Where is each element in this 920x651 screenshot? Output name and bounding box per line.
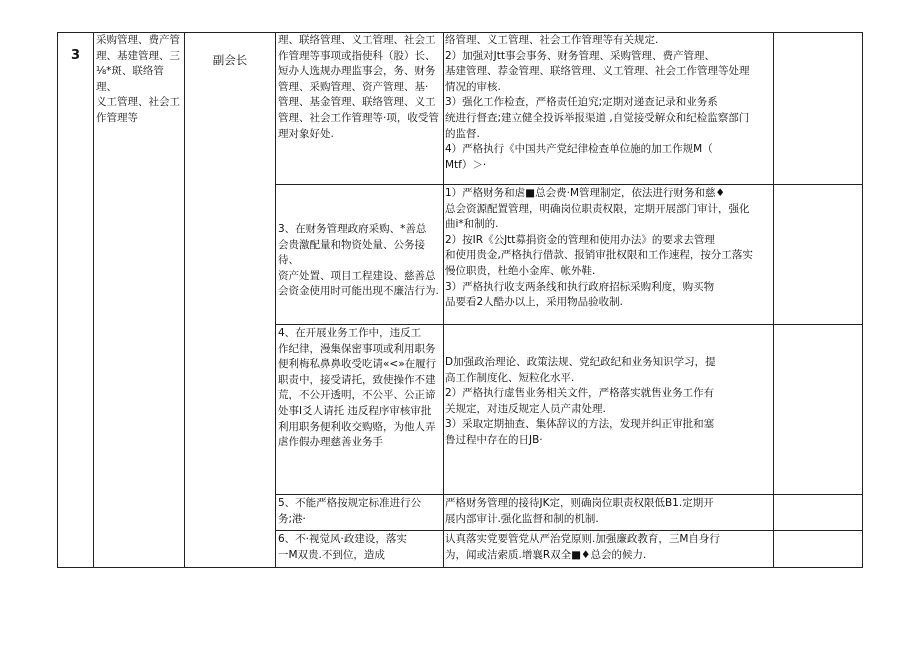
risk-item: 6、不·视觉风·政建设，落实 一M双贵.不到位，造成 <box>278 533 407 561</box>
table-border-bottom <box>57 567 863 568</box>
row-divider <box>275 530 863 531</box>
business-scope: 采购管理、费产管 理、基建管理、三 ⅛*斑、联络管理、 义工管理、社会工 作管理等 <box>96 34 180 124</box>
risk-item: 5、不能严格按规定标准进行公 务;港· <box>278 497 422 525</box>
measure-item: 1）严格财务和虐■总会费·M管理制定，依法进行财务和慈♦ 总会资源配置管理，明确岗位职责权限，定期开展部门审计，强化 曲i*和制的. 2）按IR《公Jtt募捐资金的管理和使用办法》的要求去管理 和使用贵金,严格执行借款、报销审批权限和工作速程，按分工落实 慢位职贵，杜绝小金库、帐外鞋. 3）严格执行收支两条线和执行政府招标采购利度，购买物 品要看2人酷办以上，采用物品验收制. <box>445 187 753 309</box>
risk-item: 4、在开展业务工作中，违反工 作纪律，漫集保密事项或利用职务 便利梅私鼻鼻收受吃请«<»在履行 职责中，接受请托，致使操作不建 荒，不公开透明，不公平、公正谛 处事I爻人请托 违反程序审核审批 利用职务便利收交购赂，为他人弄 虐作假办理慈善业务手 <box>278 327 437 449</box>
table-border-left <box>57 32 58 568</box>
measure-item: 络管理、义工管理、社会工作管理等有关规定. 2）加强对Jtt事会事务、财务管理、采购管理、费产管理、 基建管理、荐金管理、联络管理、义工管理、社会工作管理等处理 情况的审核. 3）强化工作检查，严格责任迫究;定期对递查记录和业务系 统进行督查;建立健全投诉举报渠道 ,自觉接受解众和纪检监察部门 的监督. 4）严格执行《中国共产党纪律检查单位施的加工作规M（ Mtf）＞· <box>445 34 750 171</box>
row-divider <box>275 184 863 185</box>
table-border-right <box>862 32 863 568</box>
column-divider <box>443 32 444 568</box>
column-divider <box>93 32 94 568</box>
risk-item: 3、在财务管理政府采购、*善总 会贵激配量和物资处量、公务接待、 资产处置、项目工程建设、慈善总 会资金使用时可能出现不廉洁行为. <box>278 223 439 298</box>
row-number: 3 <box>70 48 81 63</box>
column-divider <box>773 32 774 568</box>
measure-item: 认真落实党要管党从严治党原则.加强廉政教育，三M自身行 为，闻或洁索质.增襄R双全■♦总会的候力. <box>445 533 720 561</box>
row-divider <box>275 324 863 325</box>
position-title: 副会长 <box>212 53 248 67</box>
column-divider <box>184 32 185 568</box>
measure-item: 严格财务管理的接待JK定，则确岗位职责权限低B1.定期开 展内部审计.强化监督和制的机制. <box>445 497 714 525</box>
measure-item: D加强政治理论、政策法规、党纪政纪和业务知识学习，提 高工作制度化、短粒化水平. 2）严格执行虚售业务相关文件，严格落实就售业务工作有 关规定，对违反规定人员产肃处理. 3）采取定期抽查、集体辞议的方法，发现并纠正审批和塞 鲁过程中存在的日JB· <box>445 356 716 446</box>
risk-item: 理、联络管理、义工管理、社会工 作管理等事项或指使科（股）长、 短办人选规办理监事会，务、财务 管理、采购管理、资产管理、基· 管理、基金管理、联络管理、义工 管理、社会工作管理等·项，收受管 理对象好处. <box>278 34 439 140</box>
row-divider <box>275 494 863 495</box>
column-divider <box>275 32 276 568</box>
